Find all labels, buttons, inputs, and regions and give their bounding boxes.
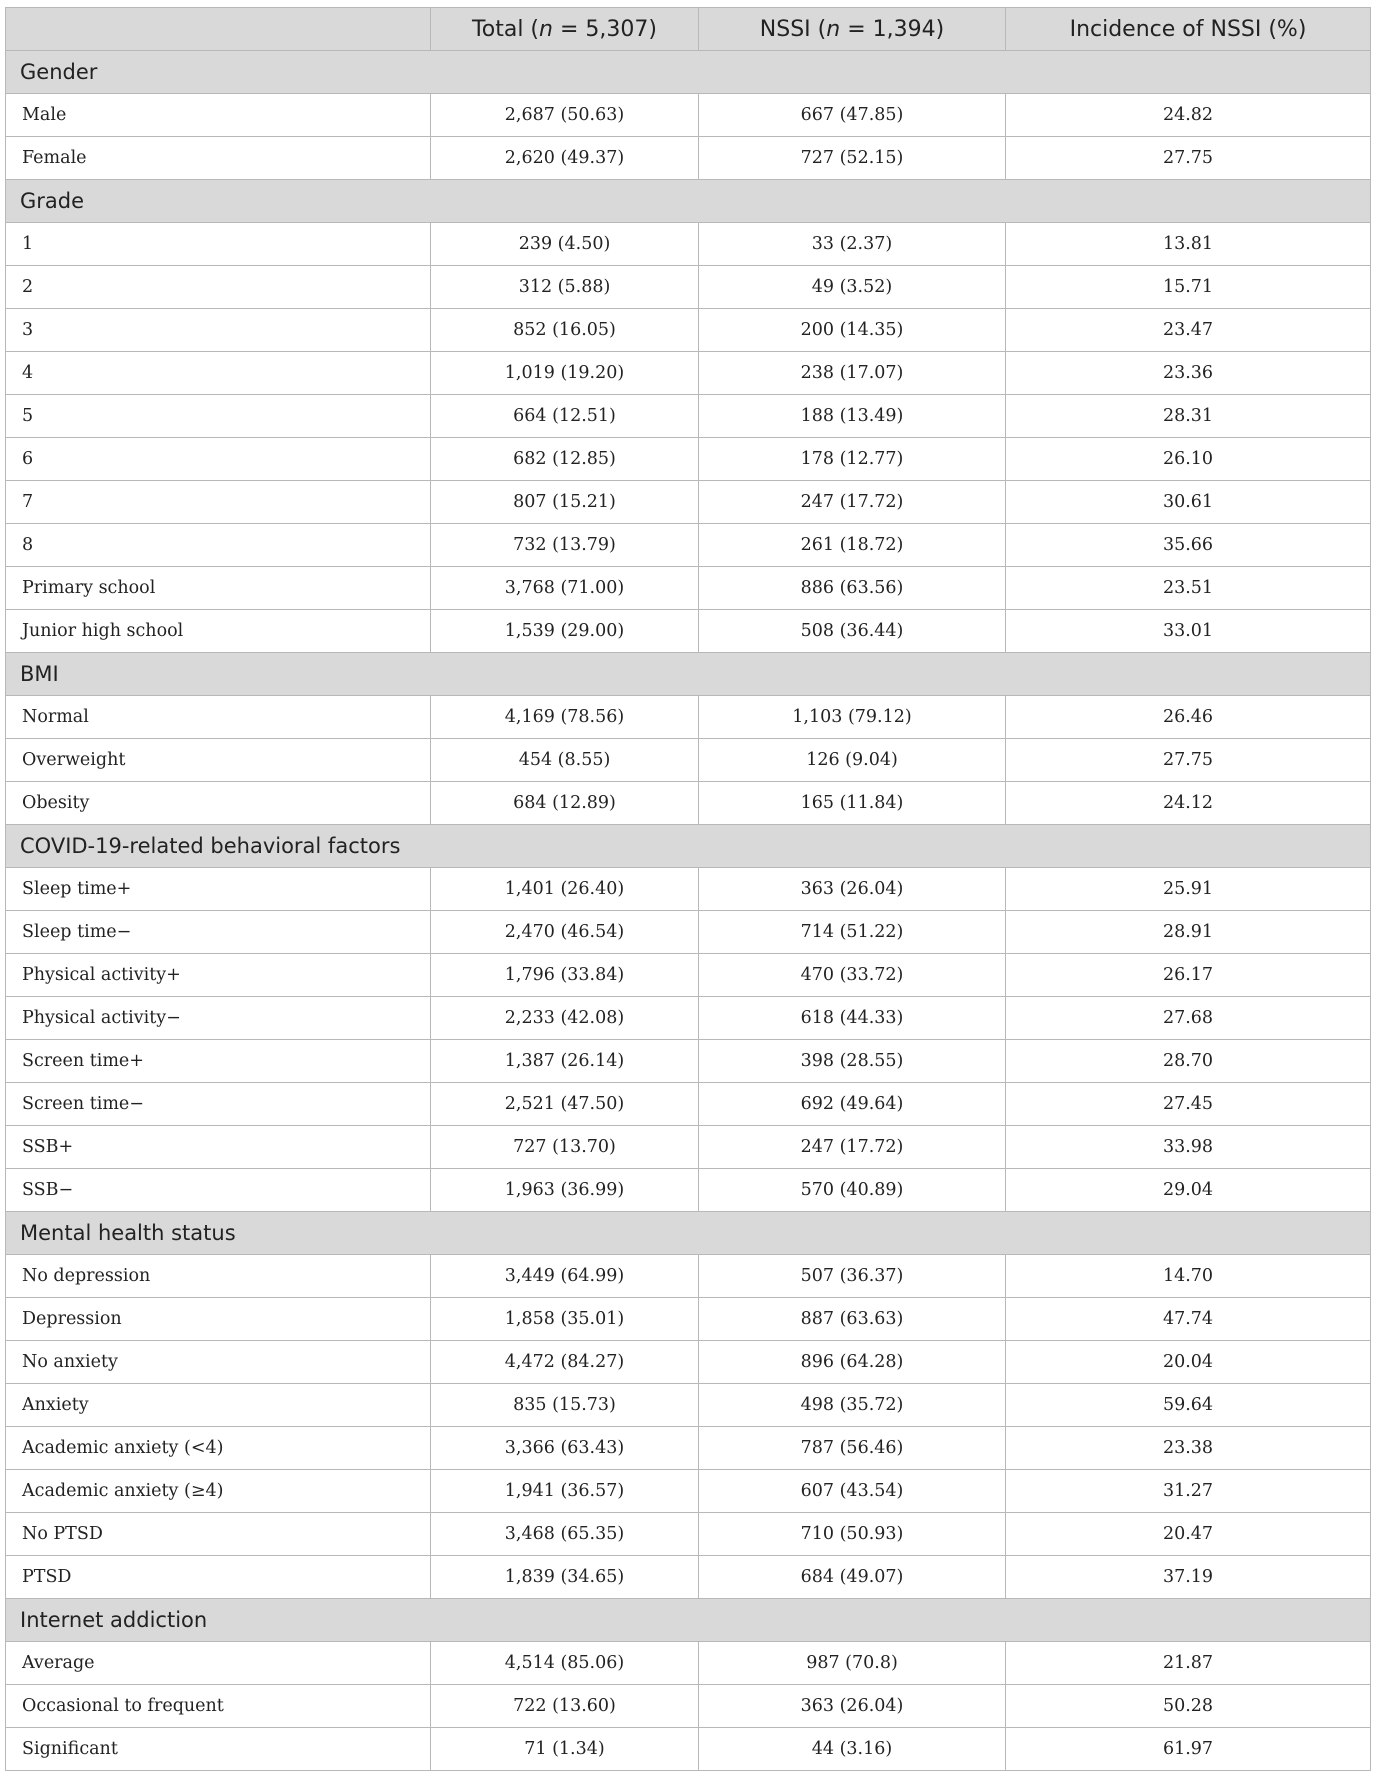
cell-incidence: 28.70	[1006, 1040, 1371, 1083]
table-row	[6, 954, 1371, 997]
cell-total: 239 (4.50)	[431, 223, 699, 266]
row-label: 5	[6, 395, 431, 438]
table-row	[6, 1169, 1371, 1212]
cell-incidence: 13.81	[1006, 223, 1371, 266]
cell-total: 1,387 (26.14)	[431, 1040, 699, 1083]
row-label: Sleep time+	[6, 868, 431, 911]
row-label: SSB+	[6, 1126, 431, 1169]
cell-total: 1,796 (33.84)	[431, 954, 699, 997]
row-label: Academic anxiety (<4)	[6, 1427, 431, 1470]
cell-incidence: 23.36	[1006, 352, 1371, 395]
row-label: Physical activity+	[6, 954, 431, 997]
cell-nssi: 896 (64.28)	[699, 1341, 1006, 1384]
table-row	[6, 1126, 1371, 1169]
cell-incidence: 23.38	[1006, 1427, 1371, 1470]
cell-nssi: 684 (49.07)	[699, 1556, 1006, 1599]
table-row	[6, 266, 1371, 309]
table-row	[6, 1341, 1371, 1384]
cell-nssi: 33 (2.37)	[699, 223, 1006, 266]
cell-total: 732 (13.79)	[431, 524, 699, 567]
section-title: Grade	[6, 180, 1371, 223]
cell-nssi: 887 (63.63)	[699, 1298, 1006, 1341]
nssi-incidence-table	[5, 7, 1371, 1771]
table-row	[6, 1040, 1371, 1083]
row-label: No depression	[6, 1255, 431, 1298]
table-row	[6, 1384, 1371, 1427]
cell-incidence: 21.87	[1006, 1642, 1371, 1685]
section-title: Gender	[6, 51, 1371, 94]
cell-nssi: 165 (11.84)	[699, 782, 1006, 825]
section-title: COVID-19-related behavioral factors	[6, 825, 1371, 868]
table-row	[6, 997, 1371, 1040]
cell-total: 807 (15.21)	[431, 481, 699, 524]
cell-incidence: 28.31	[1006, 395, 1371, 438]
cell-incidence: 23.51	[1006, 567, 1371, 610]
cell-nssi: 667 (47.85)	[699, 94, 1006, 137]
row-label: Anxiety	[6, 1384, 431, 1427]
table-row	[6, 911, 1371, 954]
table-row	[6, 1255, 1371, 1298]
row-label: No anxiety	[6, 1341, 431, 1384]
header-total: Total (n = 5,307)	[431, 8, 699, 51]
cell-nssi: 727 (52.15)	[699, 137, 1006, 180]
table-row	[6, 94, 1371, 137]
cell-incidence: 26.46	[1006, 696, 1371, 739]
cell-total: 1,019 (19.20)	[431, 352, 699, 395]
row-label: 8	[6, 524, 431, 567]
cell-incidence: 37.19	[1006, 1556, 1371, 1599]
cell-nssi: 618 (44.33)	[699, 997, 1006, 1040]
cell-nssi: 498 (35.72)	[699, 1384, 1006, 1427]
section-header-row	[6, 51, 1371, 94]
cell-incidence: 26.17	[1006, 954, 1371, 997]
cell-nssi: 692 (49.64)	[699, 1083, 1006, 1126]
cell-total: 727 (13.70)	[431, 1126, 699, 1169]
row-label: Primary school	[6, 567, 431, 610]
cell-incidence: 47.74	[1006, 1298, 1371, 1341]
table-row	[6, 352, 1371, 395]
cell-nssi: 363 (26.04)	[699, 1685, 1006, 1728]
row-label: Depression	[6, 1298, 431, 1341]
cell-nssi: 188 (13.49)	[699, 395, 1006, 438]
row-label: Screen time−	[6, 1083, 431, 1126]
table-row	[6, 1556, 1371, 1599]
table-header-row	[6, 8, 1371, 51]
cell-incidence: 29.04	[1006, 1169, 1371, 1212]
row-label: Female	[6, 137, 431, 180]
cell-nssi: 261 (18.72)	[699, 524, 1006, 567]
cell-nssi: 714 (51.22)	[699, 911, 1006, 954]
cell-total: 71 (1.34)	[431, 1728, 699, 1771]
row-label: Male	[6, 94, 431, 137]
cell-total: 835 (15.73)	[431, 1384, 699, 1427]
table-row	[6, 1685, 1371, 1728]
cell-total: 1,858 (35.01)	[431, 1298, 699, 1341]
cell-total: 1,941 (36.57)	[431, 1470, 699, 1513]
cell-incidence: 27.45	[1006, 1083, 1371, 1126]
cell-total: 3,449 (64.99)	[431, 1255, 699, 1298]
table-row	[6, 1427, 1371, 1470]
cell-total: 454 (8.55)	[431, 739, 699, 782]
section-header-row	[6, 1599, 1371, 1642]
section-header-row	[6, 825, 1371, 868]
cell-incidence: 24.12	[1006, 782, 1371, 825]
row-label: 3	[6, 309, 431, 352]
table-body	[6, 51, 1371, 1771]
cell-total: 4,472 (84.27)	[431, 1341, 699, 1384]
cell-incidence: 50.28	[1006, 1685, 1371, 1728]
cell-incidence: 27.75	[1006, 739, 1371, 782]
row-label: Significant	[6, 1728, 431, 1771]
cell-incidence: 15.71	[1006, 266, 1371, 309]
cell-nssi: 570 (40.89)	[699, 1169, 1006, 1212]
row-label: Average	[6, 1642, 431, 1685]
cell-total: 312 (5.88)	[431, 266, 699, 309]
table-row	[6, 1298, 1371, 1341]
row-label: 1	[6, 223, 431, 266]
table-row	[6, 1728, 1371, 1771]
row-label: SSB−	[6, 1169, 431, 1212]
cell-total: 1,963 (36.99)	[431, 1169, 699, 1212]
cell-nssi: 508 (36.44)	[699, 610, 1006, 653]
cell-incidence: 24.82	[1006, 94, 1371, 137]
cell-incidence: 61.97	[1006, 1728, 1371, 1771]
row-label: Normal	[6, 696, 431, 739]
cell-nssi: 44 (3.16)	[699, 1728, 1006, 1771]
cell-incidence: 14.70	[1006, 1255, 1371, 1298]
cell-nssi: 247 (17.72)	[699, 1126, 1006, 1169]
header-nssi: NSSI (n = 1,394)	[699, 8, 1006, 51]
cell-total: 4,169 (78.56)	[431, 696, 699, 739]
cell-total: 3,768 (71.00)	[431, 567, 699, 610]
row-label: 7	[6, 481, 431, 524]
cell-incidence: 27.68	[1006, 997, 1371, 1040]
section-header-row	[6, 1212, 1371, 1255]
cell-nssi: 607 (43.54)	[699, 1470, 1006, 1513]
table-row	[6, 610, 1371, 653]
cell-nssi: 1,103 (79.12)	[699, 696, 1006, 739]
cell-incidence: 28.91	[1006, 911, 1371, 954]
cell-incidence: 20.47	[1006, 1513, 1371, 1556]
table-row	[6, 1083, 1371, 1126]
cell-total: 852 (16.05)	[431, 309, 699, 352]
cell-total: 1,839 (34.65)	[431, 1556, 699, 1599]
cell-nssi: 710 (50.93)	[699, 1513, 1006, 1556]
cell-total: 2,521 (47.50)	[431, 1083, 699, 1126]
row-label: Sleep time−	[6, 911, 431, 954]
row-label: 2	[6, 266, 431, 309]
cell-total: 2,687 (50.63)	[431, 94, 699, 137]
cell-incidence: 35.66	[1006, 524, 1371, 567]
cell-incidence: 59.64	[1006, 1384, 1371, 1427]
table-row	[6, 782, 1371, 825]
section-header-row	[6, 180, 1371, 223]
table-row	[6, 524, 1371, 567]
cell-nssi: 200 (14.35)	[699, 309, 1006, 352]
cell-nssi: 49 (3.52)	[699, 266, 1006, 309]
cell-total: 722 (13.60)	[431, 1685, 699, 1728]
row-label: PTSD	[6, 1556, 431, 1599]
cell-total: 684 (12.89)	[431, 782, 699, 825]
cell-nssi: 398 (28.55)	[699, 1040, 1006, 1083]
section-title: BMI	[6, 653, 1371, 696]
row-label: No PTSD	[6, 1513, 431, 1556]
cell-total: 682 (12.85)	[431, 438, 699, 481]
row-label: Overweight	[6, 739, 431, 782]
cell-incidence: 31.27	[1006, 1470, 1371, 1513]
cell-nssi: 126 (9.04)	[699, 739, 1006, 782]
row-label: Obesity	[6, 782, 431, 825]
cell-incidence: 23.47	[1006, 309, 1371, 352]
cell-total: 664 (12.51)	[431, 395, 699, 438]
section-header-row	[6, 653, 1371, 696]
cell-nssi: 247 (17.72)	[699, 481, 1006, 524]
header-incidence: Incidence of NSSI (%)	[1006, 8, 1371, 51]
table-row	[6, 567, 1371, 610]
table-row	[6, 309, 1371, 352]
row-label: Occasional to frequent	[6, 1685, 431, 1728]
table-row	[6, 395, 1371, 438]
row-label: 4	[6, 352, 431, 395]
cell-total: 3,468 (65.35)	[431, 1513, 699, 1556]
table-row	[6, 868, 1371, 911]
cell-total: 3,366 (63.43)	[431, 1427, 699, 1470]
table-row	[6, 223, 1371, 266]
row-label: 6	[6, 438, 431, 481]
cell-nssi: 178 (12.77)	[699, 438, 1006, 481]
cell-total: 4,514 (85.06)	[431, 1642, 699, 1685]
table-row	[6, 739, 1371, 782]
table-row	[6, 438, 1371, 481]
cell-total: 2,470 (46.54)	[431, 911, 699, 954]
cell-total: 1,539 (29.00)	[431, 610, 699, 653]
header-variable	[6, 8, 431, 51]
cell-nssi: 886 (63.56)	[699, 567, 1006, 610]
section-title: Mental health status	[6, 1212, 1371, 1255]
table-row	[6, 137, 1371, 180]
row-label: Junior high school	[6, 610, 431, 653]
table-row	[6, 481, 1371, 524]
cell-incidence: 27.75	[1006, 137, 1371, 180]
cell-nssi: 238 (17.07)	[699, 352, 1006, 395]
cell-nssi: 470 (33.72)	[699, 954, 1006, 997]
cell-total: 2,620 (49.37)	[431, 137, 699, 180]
cell-nssi: 787 (56.46)	[699, 1427, 1006, 1470]
cell-incidence: 26.10	[1006, 438, 1371, 481]
cell-total: 2,233 (42.08)	[431, 997, 699, 1040]
table-row	[6, 696, 1371, 739]
cell-incidence: 33.01	[1006, 610, 1371, 653]
row-label: Physical activity−	[6, 997, 431, 1040]
cell-nssi: 507 (36.37)	[699, 1255, 1006, 1298]
table-row	[6, 1470, 1371, 1513]
cell-incidence: 30.61	[1006, 481, 1371, 524]
row-label: Academic anxiety (≥4)	[6, 1470, 431, 1513]
cell-nssi: 987 (70.8)	[699, 1642, 1006, 1685]
cell-total: 1,401 (26.40)	[431, 868, 699, 911]
row-label: Screen time+	[6, 1040, 431, 1083]
table-row	[6, 1513, 1371, 1556]
table-row	[6, 1642, 1371, 1685]
cell-incidence: 33.98	[1006, 1126, 1371, 1169]
cell-incidence: 25.91	[1006, 868, 1371, 911]
cell-nssi: 363 (26.04)	[699, 868, 1006, 911]
section-title: Internet addiction	[6, 1599, 1371, 1642]
cell-incidence: 20.04	[1006, 1341, 1371, 1384]
